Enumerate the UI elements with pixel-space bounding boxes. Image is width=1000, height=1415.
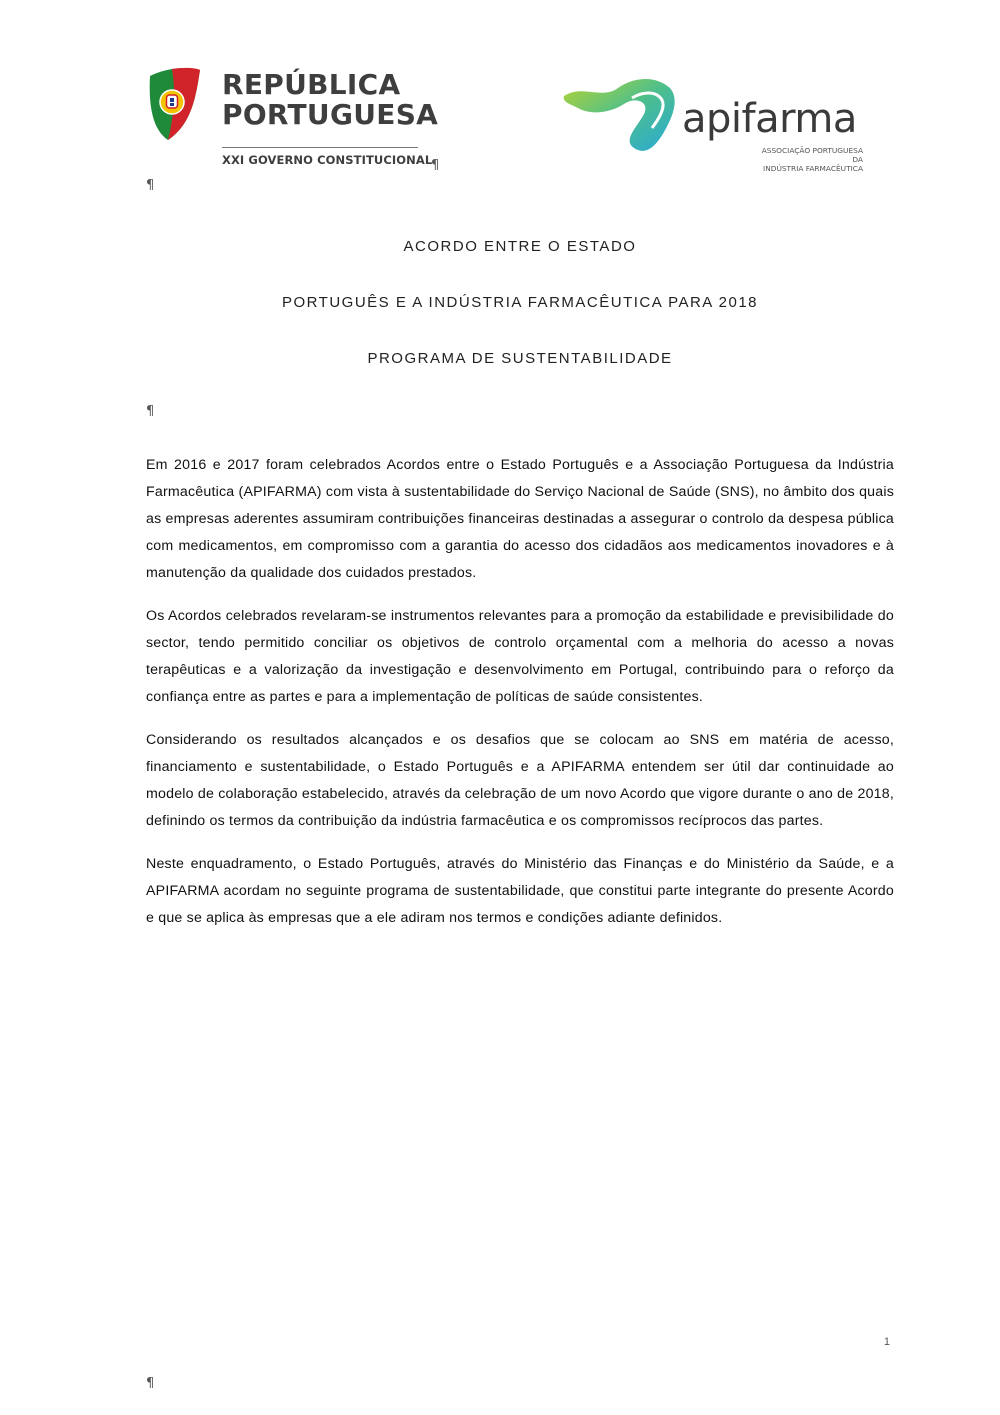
title-line-3: PROGRAMA DE SUSTENTABILIDADE	[367, 350, 673, 367]
apifarma-logo	[562, 74, 872, 174]
title-line-2: PORTUGUÊS E A INDÚSTRIA FARMACÊUTICA PARA 2018	[281, 294, 759, 311]
body-paragraph: Em 2016 e 2017 foram celebrados Acordos entre o Estado Português e a Associação Portuguesa da Indústria Farmacêutica (APIFARMA) com vista à sustentabilidade do Serviço Nacional de Saúde (SNS), no âmbito dos quais as empresas aderentes assumiram contribuições financeiras destinadas a assegurar o controlo da despesa pública com medicamentos, em compromisso com a garantia do acesso dos cidadãos aos medicamentos inovadores e à manutenção da qualidade dos cuidados prestados.	[146, 457, 894, 581]
title-line-1: ACORDO ENTRE O ESTADO	[403, 238, 637, 255]
apifarma-tagline-line1: ASSOCIAÇÃO PORTUGUESA DA	[761, 146, 863, 164]
document-title	[146, 236, 894, 404]
government-name-line1: REPÚBLICA	[222, 68, 401, 101]
page-number: 1	[883, 1336, 890, 1348]
apifarma-tagline-line2: INDÚSTRIA FARMACÊUTICA	[763, 164, 863, 173]
body-paragraph: Os Acordos celebrados revelaram-se instrumentos relevantes para a promoção da estabilidade e previsibilidade do sector, tendo permitido conciliar os objetivos de controlo orçamental com a melhoria do acesso a novas terapêuticas e a valorização da investigação e desenvolvimento em Portugal, contribuindo para o reforço da confiança entre as partes e para a implementação de políticas de saúde consistentes.	[146, 608, 894, 705]
paragraph-mark: ¶	[146, 404, 155, 419]
body-paragraph: Neste enquadramento, o Estado Português, através do Ministério das Finanças e do Ministério da Saúde, e a APIFARMA acordam no seguinte programa de sustentabilidade, que constitui parte integrante do presente Acordo e que se aplica às empresas que a ele adiram nos termos e condições adiante definidos.	[146, 856, 894, 926]
apifarma-tagline	[753, 146, 863, 173]
apifarma-wordmark: apifarma	[682, 96, 857, 142]
apifarma-swoosh-icon	[562, 74, 682, 156]
paragraph-mark: ¶	[146, 178, 155, 193]
government-name-line2: PORTUGUESA	[222, 98, 439, 131]
government-logo	[146, 64, 439, 176]
government-name	[222, 70, 442, 130]
logo-divider	[222, 147, 418, 148]
paragraph-mark: ¶	[146, 1376, 155, 1391]
body-paragraph: Considerando os resultados alcançados e os desafios que se colocam ao SNS em matéria de acesso, financiamento e sustentabilidade, o Estado Português e a APIFARMA entendem ser útil dar continuidade ao modelo de colaboração estabelecido, através da celebração de um novo Acordo que vigore durante o ano de 2018, definindo os termos da contribuição da indústria farmacêutica e os compromissos recíprocos das partes.	[146, 732, 894, 829]
document-body	[146, 452, 894, 948]
portuguese-flag-icon	[146, 66, 202, 142]
paragraph-mark: ¶	[431, 158, 440, 173]
government-subtitle: XXI GOVERNO CONSTITUCIONAL	[222, 153, 433, 167]
